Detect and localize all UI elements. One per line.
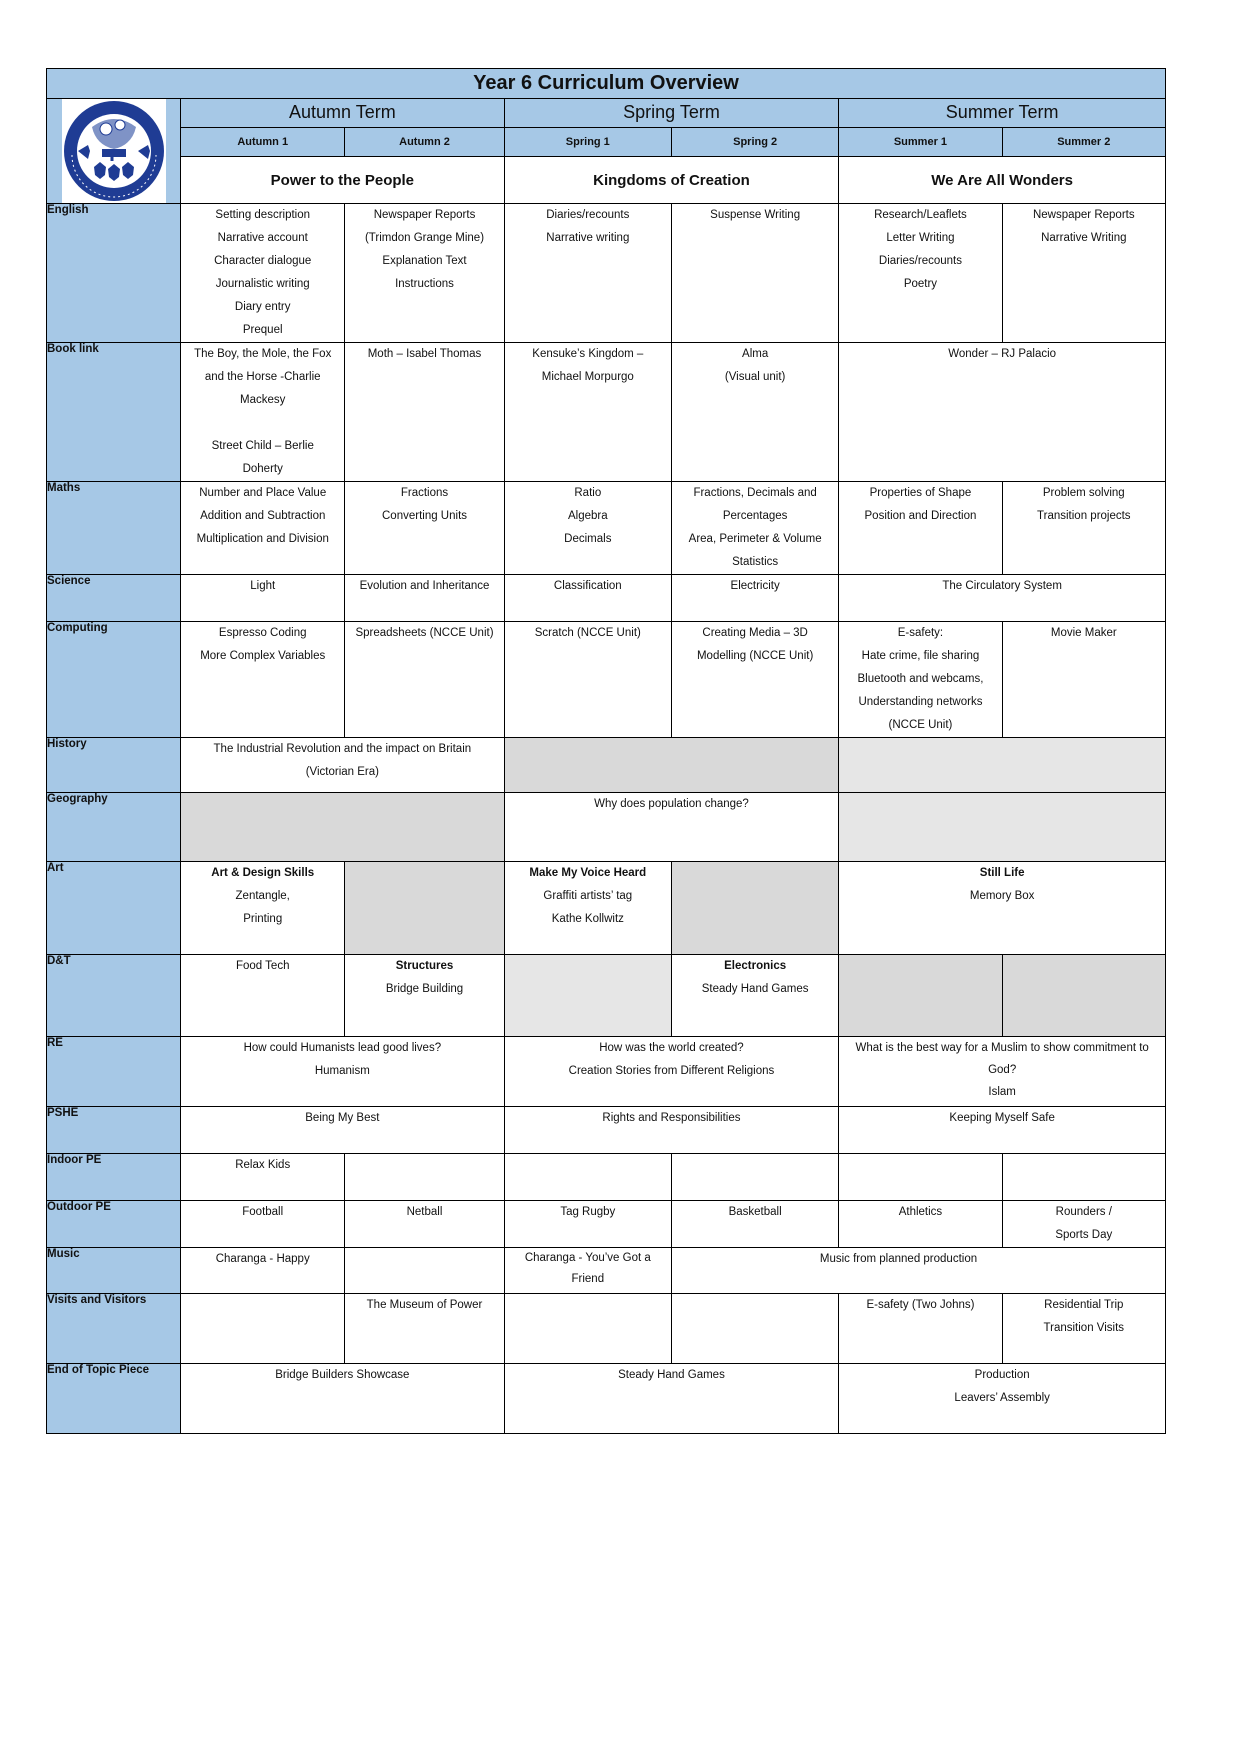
pshe-summer: Keeping Myself Safe	[839, 1107, 1166, 1154]
re-autumn: How could Humanists lead good lives? Humanism	[181, 1037, 505, 1107]
maths-autumn-2: Fractions Converting Units	[345, 482, 504, 575]
geography-summer-empty	[839, 793, 1166, 862]
outdoor-pe-autumn-1: Football	[181, 1201, 345, 1248]
book-autumn-1: The Boy, the Mole, the Fox and the Horse -Charlie Mackesy Street Child – Berlie Doherty	[181, 343, 345, 482]
history-spring-empty	[504, 738, 839, 793]
visits-autumn-1	[181, 1294, 345, 1364]
science-autumn-2: Evolution and Inheritance	[345, 575, 504, 622]
end-topic-summer: Production Leavers’ Assembly	[839, 1364, 1166, 1434]
english-autumn-1: Setting description Narrative account Character dialogue Journalistic writing Diary entry Prequel	[181, 204, 345, 343]
maths-spring-1: Ratio Algebra Decimals	[504, 482, 671, 575]
half-summer-1: Summer 1	[839, 127, 1002, 157]
term-autumn: Autumn Term	[181, 99, 505, 128]
outdoor-pe-autumn-2: Netball	[345, 1201, 504, 1248]
subject-maths: Maths	[47, 482, 181, 575]
subject-music: Music	[47, 1248, 181, 1294]
indoor-pe-spring-2	[671, 1154, 838, 1201]
curriculum-table	[46, 68, 1166, 1434]
visits-summer-1: E-safety (Two Johns)	[839, 1294, 1002, 1364]
subject-indoor-pe: Indoor PE	[47, 1154, 181, 1201]
term-summer: Summer Term	[839, 99, 1166, 128]
science-spring-2: Electricity	[671, 575, 838, 622]
end-topic-spring: Steady Hand Games	[504, 1364, 839, 1434]
subject-outdoor-pe: Outdoor PE	[47, 1201, 181, 1248]
dt-spring-1-empty	[504, 955, 671, 1037]
geography-spring: Why does population change?	[504, 793, 839, 862]
theme-autumn: Power to the People	[181, 157, 505, 204]
subject-computing: Computing	[47, 622, 181, 738]
pshe-spring: Rights and Responsibilities	[504, 1107, 839, 1154]
half-autumn-1: Autumn 1	[181, 127, 345, 157]
art-spring-1: Make My Voice Heard Graffiti artists’ tag Kathe Kollwitz	[504, 862, 671, 955]
computing-autumn-1: Espresso Coding More Complex Variables	[181, 622, 345, 738]
subject-visits: Visits and Visitors	[47, 1294, 181, 1364]
book-spring-2: Alma (Visual unit)	[671, 343, 838, 482]
dt-autumn-1: Food Tech	[181, 955, 345, 1037]
dt-spring-2: Electronics Steady Hand Games	[671, 955, 838, 1037]
english-spring-2: Suspense Writing	[671, 204, 838, 343]
maths-summer-2: Problem solving Transition projects	[1002, 482, 1165, 575]
dt-autumn-2: Structures Bridge Building	[345, 955, 504, 1037]
subject-re: RE	[47, 1037, 181, 1107]
indoor-pe-autumn-1: Relax Kids	[181, 1154, 345, 1201]
subject-dt: D&T	[47, 955, 181, 1037]
art-spring-2-empty	[671, 862, 838, 955]
computing-summer-1: E-safety: Hate crime, file sharing Bluetooth and webcams, Understanding networks (NCCE Unit)	[839, 622, 1002, 738]
computing-summer-2: Movie Maker	[1002, 622, 1165, 738]
art-autumn-1: Art & Design Skills Zentangle, Printing	[181, 862, 345, 955]
outdoor-pe-spring-1: Tag Rugby	[504, 1201, 671, 1248]
outdoor-pe-summer-2: Rounders / Sports Day	[1002, 1201, 1165, 1248]
visits-summer-2: Residential Trip Transition Visits	[1002, 1294, 1165, 1364]
logo-cell	[47, 99, 181, 204]
science-spring-1: Classification	[504, 575, 671, 622]
history-autumn: The Industrial Revolution and the impact on Britain (Victorian Era)	[181, 738, 505, 793]
english-autumn-2: Newspaper Reports (Trimdon Grange Mine) Explanation Text Instructions	[345, 204, 504, 343]
half-autumn-2: Autumn 2	[345, 127, 504, 157]
theme-spring: Kingdoms of Creation	[504, 157, 839, 204]
art-autumn-2-empty	[345, 862, 504, 955]
english-summer-1: Research/Leaflets Letter Writing Diaries/recounts Poetry	[839, 204, 1002, 343]
re-summer: What is the best way for a Muslim to show commitment to God? Islam	[839, 1037, 1166, 1107]
book-summer: Wonder – RJ Palacio	[839, 343, 1166, 482]
visits-autumn-2: The Museum of Power	[345, 1294, 504, 1364]
computing-autumn-2: Spreadsheets (NCCE Unit)	[345, 622, 504, 738]
art-summer: Still Life Memory Box	[839, 862, 1166, 955]
page-title: Year 6 Curriculum Overview	[47, 69, 1166, 99]
subject-pshe: PSHE	[47, 1107, 181, 1154]
end-topic-autumn: Bridge Builders Showcase	[181, 1364, 505, 1434]
visits-spring-1	[504, 1294, 671, 1364]
half-spring-1: Spring 1	[504, 127, 671, 157]
subject-english: English	[47, 204, 181, 343]
half-spring-2: Spring 2	[671, 127, 838, 157]
subject-book-link: Book link	[47, 343, 181, 482]
re-spring: How was the world created? Creation Stories from Different Religions	[504, 1037, 839, 1107]
science-autumn-1: Light	[181, 575, 345, 622]
history-summer-empty	[839, 738, 1166, 793]
book-autumn-2: Moth – Isabel Thomas	[345, 343, 504, 482]
subject-art: Art	[47, 862, 181, 955]
subject-end-of-topic: End of Topic Piece	[47, 1364, 181, 1434]
indoor-pe-autumn-2	[345, 1154, 504, 1201]
subject-science: Science	[47, 575, 181, 622]
indoor-pe-summer-2	[1002, 1154, 1165, 1201]
half-summer-2: Summer 2	[1002, 127, 1165, 157]
term-spring: Spring Term	[504, 99, 839, 128]
indoor-pe-summer-1	[839, 1154, 1002, 1201]
outdoor-pe-summer-1: Athletics	[839, 1201, 1002, 1248]
school-logo	[62, 99, 166, 203]
maths-autumn-1: Number and Place Value Addition and Subtraction Multiplication and Division	[181, 482, 345, 575]
pshe-autumn: Being My Best	[181, 1107, 505, 1154]
english-summer-2: Newspaper Reports Narrative Writing	[1002, 204, 1165, 343]
indoor-pe-spring-1	[504, 1154, 671, 1201]
dt-summer-1-empty	[839, 955, 1002, 1037]
music-autumn-2	[345, 1248, 504, 1294]
outdoor-pe-spring-2: Basketball	[671, 1201, 838, 1248]
computing-spring-2: Creating Media – 3D Modelling (NCCE Unit)	[671, 622, 838, 738]
music-spring-1: Charanga - You’ve Got a Friend	[504, 1248, 671, 1294]
maths-summer-1: Properties of Shape Position and Direction	[839, 482, 1002, 575]
geography-autumn-empty	[181, 793, 505, 862]
book-spring-1: Kensuke’s Kingdom – Michael Morpurgo	[504, 343, 671, 482]
music-rest: Music from planned production	[671, 1248, 1165, 1294]
subject-geography: Geography	[47, 793, 181, 862]
subject-history: History	[47, 738, 181, 793]
visits-spring-2	[671, 1294, 838, 1364]
english-spring-1: Diaries/recounts Narrative writing	[504, 204, 671, 343]
computing-spring-1: Scratch (NCCE Unit)	[504, 622, 671, 738]
dt-summer-2-empty	[1002, 955, 1165, 1037]
maths-spring-2: Fractions, Decimals and Percentages Area, Perimeter & Volume Statistics	[671, 482, 838, 575]
science-summer: The Circulatory System	[839, 575, 1166, 622]
music-autumn-1: Charanga - Happy	[181, 1248, 345, 1294]
theme-summer: We Are All Wonders	[839, 157, 1166, 204]
